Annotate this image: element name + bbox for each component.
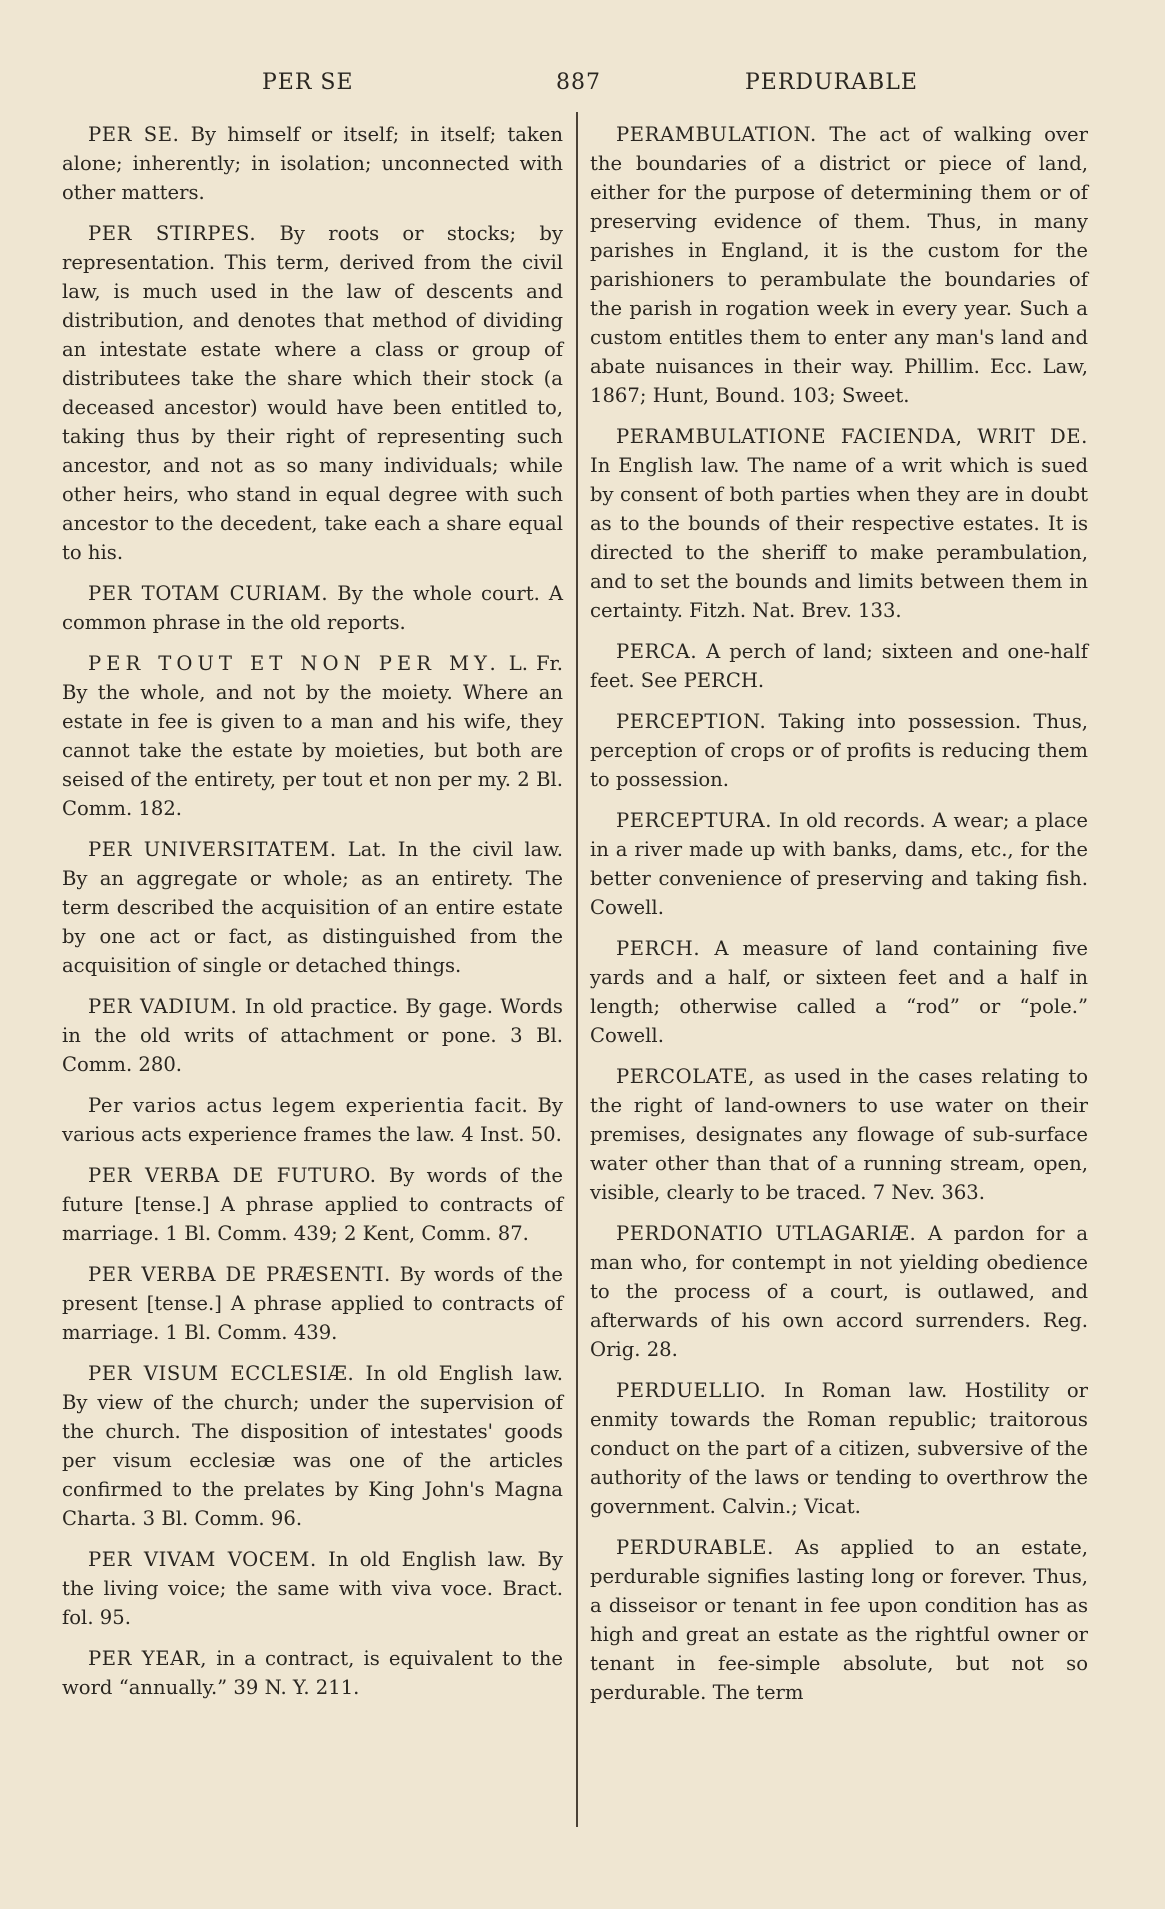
entry-perca — [590, 637, 1088, 695]
headword: PER STIRPES. — [88, 222, 257, 245]
definition: In English law. The name of a writ which is sued by consent of both parties when they are in doubt as to the bounds of their respective estates. It is directed to the sheriff to make perambulation, and to set the bounds and limits between them in certainty. Fitzh. Nat. Brev. 133. — [590, 454, 1088, 622]
definition: In Roman law. Hostility or enmity towards the Roman republic; traitorous conduct on the part of a citizen, subversive of the authority of the laws or tending to overthrow the government. Calvin.; Vicat. — [590, 1379, 1089, 1518]
headword: PERCOLATE, — [616, 1065, 755, 1088]
headword: PERCA. — [616, 640, 698, 663]
entry-perception — [590, 707, 1088, 794]
page-number: 887 — [556, 70, 601, 95]
headword: PER TOUT ET NON PER MY. — [88, 652, 501, 675]
column-divider — [576, 112, 578, 1827]
definition: A measure of land containing five yards and a half, or sixteen feet and a half in length; otherwise called a “rod” or “pole.” Cowell. — [590, 937, 1089, 1047]
right-column — [590, 120, 1088, 1719]
headword: PER VERBA DE FUTURO. — [88, 1164, 377, 1187]
entry-perduellio — [590, 1376, 1088, 1521]
headword: PER VISUM ECCLESIÆ. — [88, 1362, 355, 1385]
definition: In old records. A wear; a place in a river made up with banks, dams, etc., for the better convenience of preserving and taking fish. Cowell. — [590, 809, 1088, 919]
entry-per-visum-ecclesiae — [62, 1359, 563, 1533]
definition: The act of walking over the boundaries of a district or piece of land, either for the purpose of determining them or of preserving evidence of them. Thus, in many parishes in England, it is the custom for the parishioners to perambulate the boundaries of the parish in rogation week in every year. Such a custom entitles them to enter any man's land and abate nuisances in their way. Phillim. Ecc. Law, 1867; Hunt, Bound. 103; Sweet. — [590, 123, 1089, 407]
definition: By roots or stocks; by representation. This term, derived from the civil law, is much used in the law of descents and distribution, and denotes that method of dividing an intestate estate where a class or group of distributees take the share which their stock (a deceased ancestor) would have been entitled to, taking thus by their right of representing such ancestor, and not as so many individuals; while other heirs, who stand in equal degree with such ancestor to the decedent, take each a share equal to his. — [62, 222, 564, 564]
definition: L. Fr. By the whole, and not by the moiety. Where an estate in fee is given to a man and his wife, they cannot take the estate by moieties, but both are seised of the entirety, per tout et non per my. 2 Bl. Comm. 182. — [62, 652, 563, 820]
definition: In old English law. By the living voice; the same with viva voce. Bract. fol. 95. — [62, 1548, 563, 1629]
running-head-left: PER SE — [262, 70, 354, 95]
definition: By words of the future [tense.] A phrase applied to contracts of marriage. 1 Bl. Comm. 439; 2 Kent, Comm. 87. — [62, 1164, 563, 1245]
entry-per-varios-actus — [62, 1091, 563, 1149]
entry-per-verba-de-praesenti — [62, 1260, 563, 1347]
definition: as used in the cases relating to the right of land-owners to use water on their premises, designates any flowage of sub-surface water other than that of a running stream, open, visible, clearly to be traced. 7 Nev. 363. — [590, 1065, 1088, 1204]
definition: By the whole court. A common phrase in the old reports. — [62, 582, 563, 634]
headword: PER TOTAM CURIAM. — [88, 582, 329, 605]
entry-per-se — [62, 120, 563, 207]
entry-percolate — [590, 1062, 1088, 1207]
entry-perdurable — [590, 1533, 1088, 1707]
headword: PERDUELLIO. — [616, 1379, 767, 1402]
entry-per-year — [62, 1644, 563, 1702]
headword: PERCEPTION. — [616, 710, 767, 733]
entry-per-vivam-vocem — [62, 1545, 563, 1632]
definition: Lat. In the civil law. By an aggregate or whole; as an entirety. The term described the acquisition of an entire estate by one act or fact, as distinguished from the acquisition of single or detached things. — [62, 838, 563, 977]
headword: PER SE. — [88, 123, 180, 146]
headword: PER UNIVERSITATEM. — [88, 838, 337, 861]
entry-per-verba-de-futuro — [62, 1161, 563, 1248]
headword: PERCEPTURA. — [616, 809, 773, 832]
definition: A perch of land; sixteen and one-half feet. See PERCH. — [590, 640, 1088, 692]
entry-perceptura — [590, 806, 1088, 922]
entry-per-totam-curiam — [62, 579, 563, 637]
headword: PER VADIUM. — [88, 995, 238, 1018]
definition: In old practice. By gage. Words in the old writs of attachment or pone. 3 Bl. Comm. 280. — [62, 995, 563, 1076]
entry-per-stirpes — [62, 219, 563, 567]
headword: PERDURABLE. — [616, 1536, 774, 1559]
running-head-right: PERDURABLE — [745, 70, 918, 95]
headword: PER VIVAM VOCEM. — [88, 1548, 317, 1571]
entry-perambulatione-facienda — [590, 422, 1088, 625]
definition: By himself or itself; in itself; taken alone; inherently; in isolation; unconnected with other matters. — [62, 123, 563, 204]
entry-per-vadium — [62, 992, 563, 1079]
definition: As applied to an estate, perdurable signifies lasting long or forever. Thus, a disseisor or tenant in fee upon condition has as high and great an estate as the rightful owner or tenant in fee-simple absolute, but not so perdurable. The term — [590, 1536, 1089, 1704]
headword: PERAMBULATION. — [616, 123, 817, 146]
definition: In old English law. By view of the church; under the supervision of the church. The disposition of intestates' goods per visum ecclesiæ was one of the articles confirmed to the prelates by King John's Magna Charta. 3 Bl. Comm. 96. — [62, 1362, 564, 1530]
headword: PERCH. — [616, 937, 701, 960]
headword: Per varios actus legem experientia facit. — [88, 1094, 529, 1117]
headword: PERAMBULATIONE FACIENDA, WRIT DE. — [616, 425, 1088, 448]
entry-per-universitatem — [62, 835, 563, 980]
headword: PERDONATIO UTLAGARIÆ. — [616, 1222, 917, 1245]
headword: PER YEAR, — [88, 1647, 208, 1670]
definition: Taking into possession. Thus, perception of crops or of profits is reducing them to possession. — [590, 710, 1088, 791]
entry-perch — [590, 934, 1088, 1050]
entry-perambulation — [590, 120, 1088, 410]
entry-per-tout-et-non-per-my — [62, 649, 563, 823]
headword: PER VERBA DE PRÆSENTI. — [88, 1263, 391, 1286]
definition: in a contract, is equivalent to the word “annually.” 39 N. Y. 211. — [62, 1647, 563, 1699]
definition: A pardon for a man who, for contempt in not yielding obedience to the process of a court, is outlawed, and afterwards of his own accord surrenders. Reg. Orig. 28. — [590, 1222, 1088, 1361]
definition: By words of the present [tense.] A phrase applied to contracts of marriage. 1 Bl. Comm. 439. — [62, 1263, 563, 1344]
left-column — [62, 120, 563, 1714]
definition: By various acts experience frames the law. 4 Inst. 50. — [62, 1094, 563, 1146]
entry-perdonatio-utlagariae — [590, 1219, 1088, 1364]
